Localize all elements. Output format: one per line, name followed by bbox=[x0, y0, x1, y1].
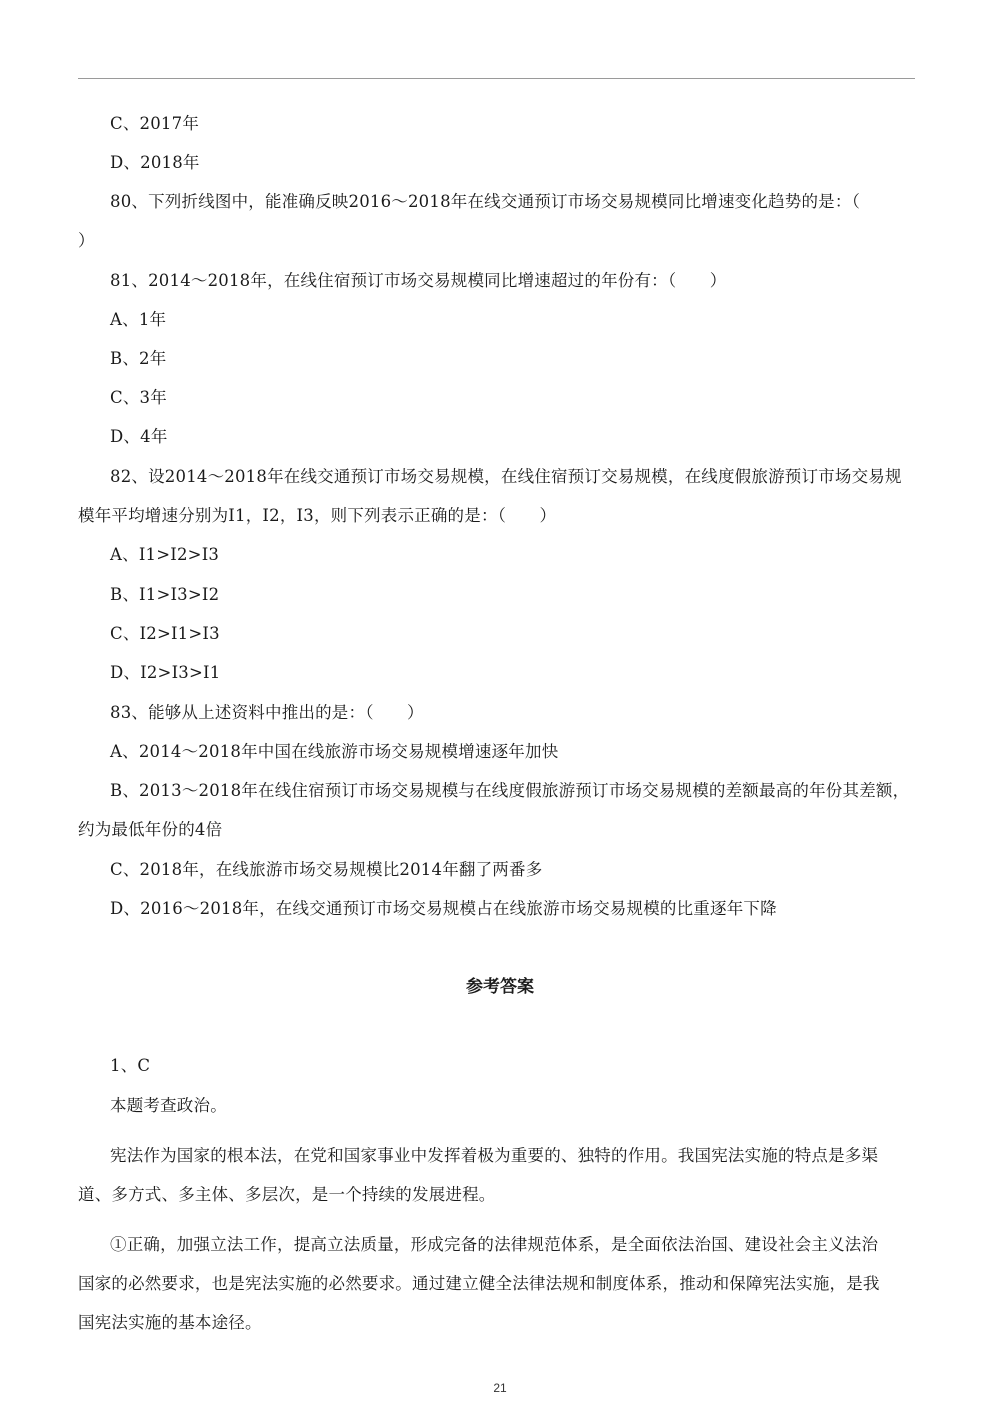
q81-option-c: C、3年 bbox=[110, 388, 167, 407]
q83-option-b-line1: B、2013～2018年在线住宿预订市场交易规模与在线度假旅游预订市场交易规模的差额最高的年份其差额， bbox=[110, 781, 910, 800]
answer-1-para2-line1: ①正确，加强立法工作，提高立法质量，形成完备的法律规范体系，是全面依法治国、建设社会主义法治 bbox=[110, 1235, 879, 1254]
q83-option-b-line2: 约为最低年份的4倍 bbox=[78, 820, 223, 839]
q82-stem-line1: 82、设2014～2018年在线交通预订市场交易规模，在线住宿预订交易规模，在线度假旅游预订市场交易规 bbox=[110, 467, 902, 486]
q82-stem-line2: 模年平均增速分别为I1，I2，I3，则下列表示正确的是：（ ） bbox=[78, 506, 557, 525]
answer-1-para1-line2: 道、多方式、多主体、多层次，是一个持续的发展进程。 bbox=[78, 1185, 496, 1204]
answer-1-para1-line1: 宪法作为国家的根本法，在党和国家事业中发挥着极为重要的、独特的作用。我国宪法实施的特点是多渠 bbox=[110, 1146, 879, 1165]
page-number: 21 bbox=[493, 1381, 507, 1395]
answer-1-label: 1、C bbox=[110, 1056, 151, 1075]
q83-option-a: A、2014～2018年中国在线旅游市场交易规模增速逐年加快 bbox=[110, 742, 559, 761]
q79-option-d: D、2018年 bbox=[110, 153, 200, 172]
q81-option-b: B、2年 bbox=[110, 349, 167, 368]
q80-stem-line2: ） bbox=[78, 231, 95, 250]
q80-stem-line1: 80、下列折线图中，能准确反映2016～2018年在线交通预订市场交易规模同比增速变化趋势的是：（ bbox=[110, 192, 861, 211]
answer-1-intro: 本题考查政治。 bbox=[110, 1096, 227, 1115]
q83-option-c: C、2018年，在线旅游市场交易规模比2014年翻了两番多 bbox=[110, 860, 543, 879]
answer-1-para2-line3: 国宪法实施的基本途径。 bbox=[78, 1313, 262, 1332]
answer-key-title: 参考答案 bbox=[466, 977, 534, 997]
q81-option-d: D、4年 bbox=[110, 427, 168, 446]
q82-option-a: A、I1>I2>I3 bbox=[110, 545, 220, 564]
answer-1-para2-line2: 国家的必然要求，也是宪法实施的必然要求。通过建立健全法律法规和制度体系，推动和保障宪法实施，是我 bbox=[78, 1274, 880, 1293]
header-divider bbox=[78, 78, 915, 79]
q81-stem: 81、2014～2018年，在线住宿预订市场交易规模同比增速超过的年份有：（ ） bbox=[110, 271, 727, 290]
q82-option-b: B、I1>I3>I2 bbox=[110, 585, 220, 604]
q82-option-d: D、I2>I3>I1 bbox=[110, 663, 221, 682]
q79-option-c: C、2017年 bbox=[110, 114, 200, 133]
q83-stem: 83、能够从上述资料中推出的是：（ ） bbox=[110, 703, 424, 722]
q82-option-c: C、I2>I1>I3 bbox=[110, 624, 220, 643]
q83-option-d: D、2016～2018年，在线交通预订市场交易规模占在线旅游市场交易规模的比重逐年下降 bbox=[110, 899, 777, 918]
q81-option-a: A、1年 bbox=[110, 310, 167, 329]
